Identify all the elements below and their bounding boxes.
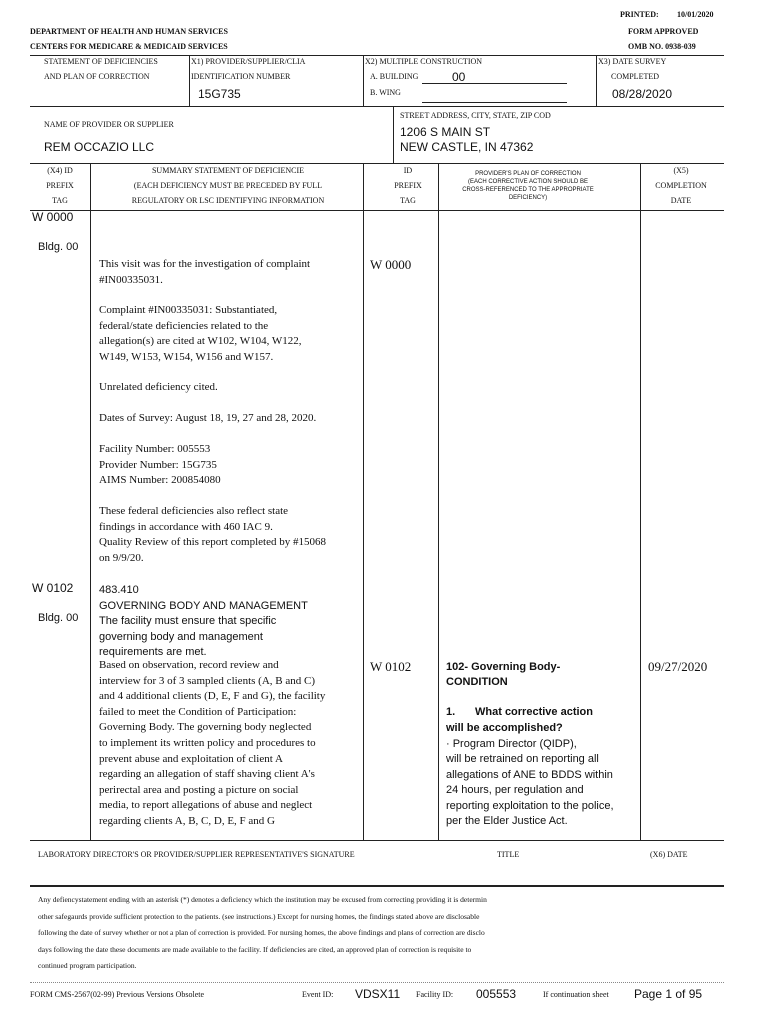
text-line: media, to report allegations of abuse and neglect bbox=[99, 799, 313, 812]
plan-title bbox=[446, 660, 560, 691]
plan-line: will be retrained on reporting all bbox=[446, 753, 599, 766]
form-number: FORM CMS-2567(02-99) Previous Versions Obsolete bbox=[30, 990, 205, 999]
text-line: governing body and management bbox=[99, 630, 263, 643]
plan-line: per the Elder Justice Act. bbox=[446, 815, 568, 828]
address-city: NEW CASTLE, IN 47362 bbox=[400, 140, 534, 154]
id-header-1: ID bbox=[403, 166, 413, 175]
text-line: findings in accordance with 460 IAC 9. bbox=[99, 520, 273, 533]
summary-header-1: SUMMARY STATEMENT OF DEFICIENCIE bbox=[151, 166, 305, 175]
text-line: to implement its written policy and procedures to bbox=[99, 736, 316, 749]
survey-date: 08/28/2020 bbox=[612, 87, 673, 101]
state-findings-paragraph bbox=[99, 504, 326, 566]
facility-id: 005553 bbox=[476, 987, 517, 1001]
text-line: perirectal area and posting a picture on social bbox=[99, 783, 299, 796]
omb-number: OMB NO. 0938-039 bbox=[628, 42, 696, 51]
facility-id-label: Facility ID: bbox=[416, 990, 454, 999]
provider-name: REM OCCAZIO LLC bbox=[44, 140, 155, 154]
plan-line: allegations of ANE to BDDS within bbox=[446, 768, 613, 781]
provider-id: 15G735 bbox=[198, 87, 241, 101]
facility-paragraph bbox=[99, 442, 221, 489]
text-line: allegation(s) are cited at W102, W104, W122, bbox=[99, 335, 302, 348]
x3-label-1: X3) DATE SURVEY bbox=[598, 57, 667, 66]
x4-header-3: TAG bbox=[52, 196, 68, 205]
wing-label: B. WING bbox=[370, 88, 401, 97]
text-line: Facility Number: 005553 bbox=[99, 443, 211, 455]
intro-paragraph bbox=[99, 257, 310, 288]
plan-line: 24 hours, per regulation and bbox=[446, 784, 584, 797]
title-label: TITLE bbox=[497, 850, 520, 859]
event-id: VDSX11 bbox=[355, 987, 401, 1001]
dates-paragraph bbox=[99, 411, 316, 427]
dept-title: DEPARTMENT OF HEALTH AND HUMAN SERVICES bbox=[30, 27, 228, 36]
centers-title: CENTERS FOR MEDICARE & MEDICAID SERVICES bbox=[30, 42, 228, 51]
summary-header-3: REGULATORY OR LSC IDENTIFYING INFORMATION bbox=[131, 196, 325, 205]
footnote-line: other safegaurds provide sufficient protection to the patients. (see instructions.) Except for nursing homes, the findings stated above are disclosable bbox=[38, 911, 480, 921]
building-label: A. BUILDING bbox=[370, 72, 419, 81]
complaint-paragraph bbox=[99, 303, 302, 365]
plan-body bbox=[446, 737, 614, 829]
text-line: Governing Body. The governing body neglected bbox=[99, 721, 312, 734]
text-line: Unrelated deficiency cited. bbox=[99, 381, 218, 393]
finding-paragraph bbox=[99, 658, 325, 830]
printed-date: 10/01/2020 bbox=[677, 10, 714, 19]
text-line: regarding clients A, B, C, D, E, F and G bbox=[99, 814, 275, 827]
tag-w0000: W 0000 bbox=[32, 210, 74, 224]
tag-w0102: W 0102 bbox=[32, 581, 74, 595]
footnote-line: days following the date these documents are made available to the facility. If deficiencies are cited, an approved plan of correction is requisite to bbox=[38, 944, 472, 954]
x4-header-1: (X4) ID bbox=[47, 166, 73, 175]
plan-question-line-1: What corrective action bbox=[475, 706, 593, 718]
address-label: STREET ADDRESS, CITY, STATE, ZIP COD bbox=[400, 111, 551, 120]
x1-label-1: X1) PROVIDER/SUPPLIER/CLIA bbox=[191, 57, 306, 66]
summary-header-2: (EACH DEFICIENCY MUST BE PRECEDED BY FULL bbox=[133, 181, 323, 190]
text-line: This visit was for the investigation of complaint bbox=[99, 258, 311, 270]
plan-question-line-2: will be accomplished? bbox=[446, 722, 563, 734]
text-line: Provider Number: 15G735 bbox=[99, 458, 217, 471]
plan-title-line: CONDITION bbox=[446, 676, 508, 689]
regulation-block bbox=[99, 583, 308, 661]
text-line: prevent abuse and exploitation of client A bbox=[99, 752, 283, 765]
plan-header-4: DEFICIENCY) bbox=[508, 195, 548, 201]
tag-w0102-right: W 0102 bbox=[370, 659, 412, 674]
x5-header-3: DATE bbox=[670, 196, 692, 205]
x6-date-label: (X6) DATE bbox=[650, 850, 688, 859]
text-line: regarding an allegation of staff shaving client A's bbox=[99, 768, 315, 781]
provider-name-label: NAME OF PROVIDER OR SUPPLIER bbox=[44, 120, 174, 129]
text-line: AIMS Number: 200854080 bbox=[99, 474, 221, 487]
id-header-3: TAG bbox=[400, 196, 416, 205]
unrelated-paragraph bbox=[99, 380, 218, 396]
event-id-label: Event ID: bbox=[302, 990, 334, 999]
text-line: GOVERNING BODY AND MANAGEMENT bbox=[99, 599, 308, 612]
building-value: 00 bbox=[452, 70, 466, 84]
printed-label: PRINTED: bbox=[620, 10, 659, 19]
completion-date: 09/27/2020 bbox=[648, 659, 708, 674]
x1-label-2: IDENTIFICATION NUMBER bbox=[191, 72, 291, 81]
statement-label-1: STATEMENT OF DEFICIENCIES bbox=[44, 57, 158, 66]
x2-title: X2) MULTIPLE CONSTRUCTION bbox=[365, 57, 483, 66]
footnote bbox=[38, 892, 487, 975]
text-line: Based on observation, record review and bbox=[99, 659, 279, 671]
plan-line: · Program Director (QIDP), bbox=[446, 738, 577, 750]
signature-label: LABORATORY DIRECTOR'S OR PROVIDER/SUPPLIER REPRESENTATIVE'S SIGNATURE bbox=[38, 850, 355, 859]
plan-line: reporting exploitation to the police, bbox=[446, 799, 614, 812]
page-number: Page 1 of 95 bbox=[634, 987, 703, 1001]
continuation-label: If continuation sheet bbox=[543, 990, 609, 999]
text-line: Quality Review of this report completed by #15068 bbox=[99, 536, 326, 549]
bldg-label-2: Bldg. 00 bbox=[38, 612, 79, 624]
text-line: failed to meet the Condition of Participation: bbox=[99, 705, 297, 718]
text-line: Dates of Survey: August 18, 19, 27 and 28, 2020. bbox=[99, 412, 317, 424]
text-line: on 9/9/20. bbox=[99, 551, 144, 564]
text-line: and 4 additional clients (D, E, F and G), the facility bbox=[99, 690, 326, 703]
plan-header-2: (EACH CORRECTIVE ACTION SHOULD BE bbox=[467, 179, 589, 185]
x4-header-2: PREFIX bbox=[46, 181, 74, 190]
plan-title-line: 102- Governing Body- bbox=[446, 661, 561, 673]
text-line: Complaint #IN00335031: Substantiated, bbox=[99, 304, 278, 316]
text-line: W149, W153, W154, W156 and W157. bbox=[99, 350, 274, 363]
x3-label-2: COMPLETED bbox=[611, 72, 659, 81]
text-line: federal/state deficiencies related to the bbox=[99, 319, 269, 332]
id-header-2: PREFIX bbox=[394, 181, 422, 190]
statement-label-2: AND PLAN OF CORRECTION bbox=[44, 72, 150, 81]
text-line: These federal deficiencies also reflect state bbox=[99, 505, 289, 517]
x5-header-2: COMPLETION bbox=[655, 181, 707, 190]
plan-header-3: CROSS-REFERENCED TO THE APPROPRIATE bbox=[462, 187, 594, 193]
text-line: 483.410 bbox=[99, 584, 139, 596]
bldg-label-1: Bldg. 00 bbox=[38, 241, 79, 253]
x5-header-1: (X5) bbox=[673, 166, 689, 175]
text-line: requirements are met. bbox=[99, 646, 207, 659]
text-line: The facility must ensure that specific bbox=[99, 615, 277, 628]
footnote-line: Any defiencystatement ending with an asterisk (*) denotes a deficiency which the institution may be excused from correcting providing it is determin bbox=[38, 895, 487, 904]
text-line: #IN00335031. bbox=[99, 273, 163, 286]
plan-question-number: 1. bbox=[446, 706, 456, 718]
plan-header-1: PROVIDER'S PLAN OF CORRECTION bbox=[475, 171, 581, 177]
address-street: 1206 S MAIN ST bbox=[400, 125, 491, 139]
footnote-line: following the date of survey whether or not a plan of correction is provided. For nursing homes, the above findings and plans of correction are disclo bbox=[38, 928, 485, 937]
text-line: interview for 3 of 3 sampled clients (A, B and C) bbox=[99, 674, 315, 687]
footnote-line: continued program participation. bbox=[38, 961, 137, 970]
form-approved: FORM APPROVED bbox=[628, 27, 699, 36]
tag-w0000-right: W 0000 bbox=[370, 257, 412, 272]
